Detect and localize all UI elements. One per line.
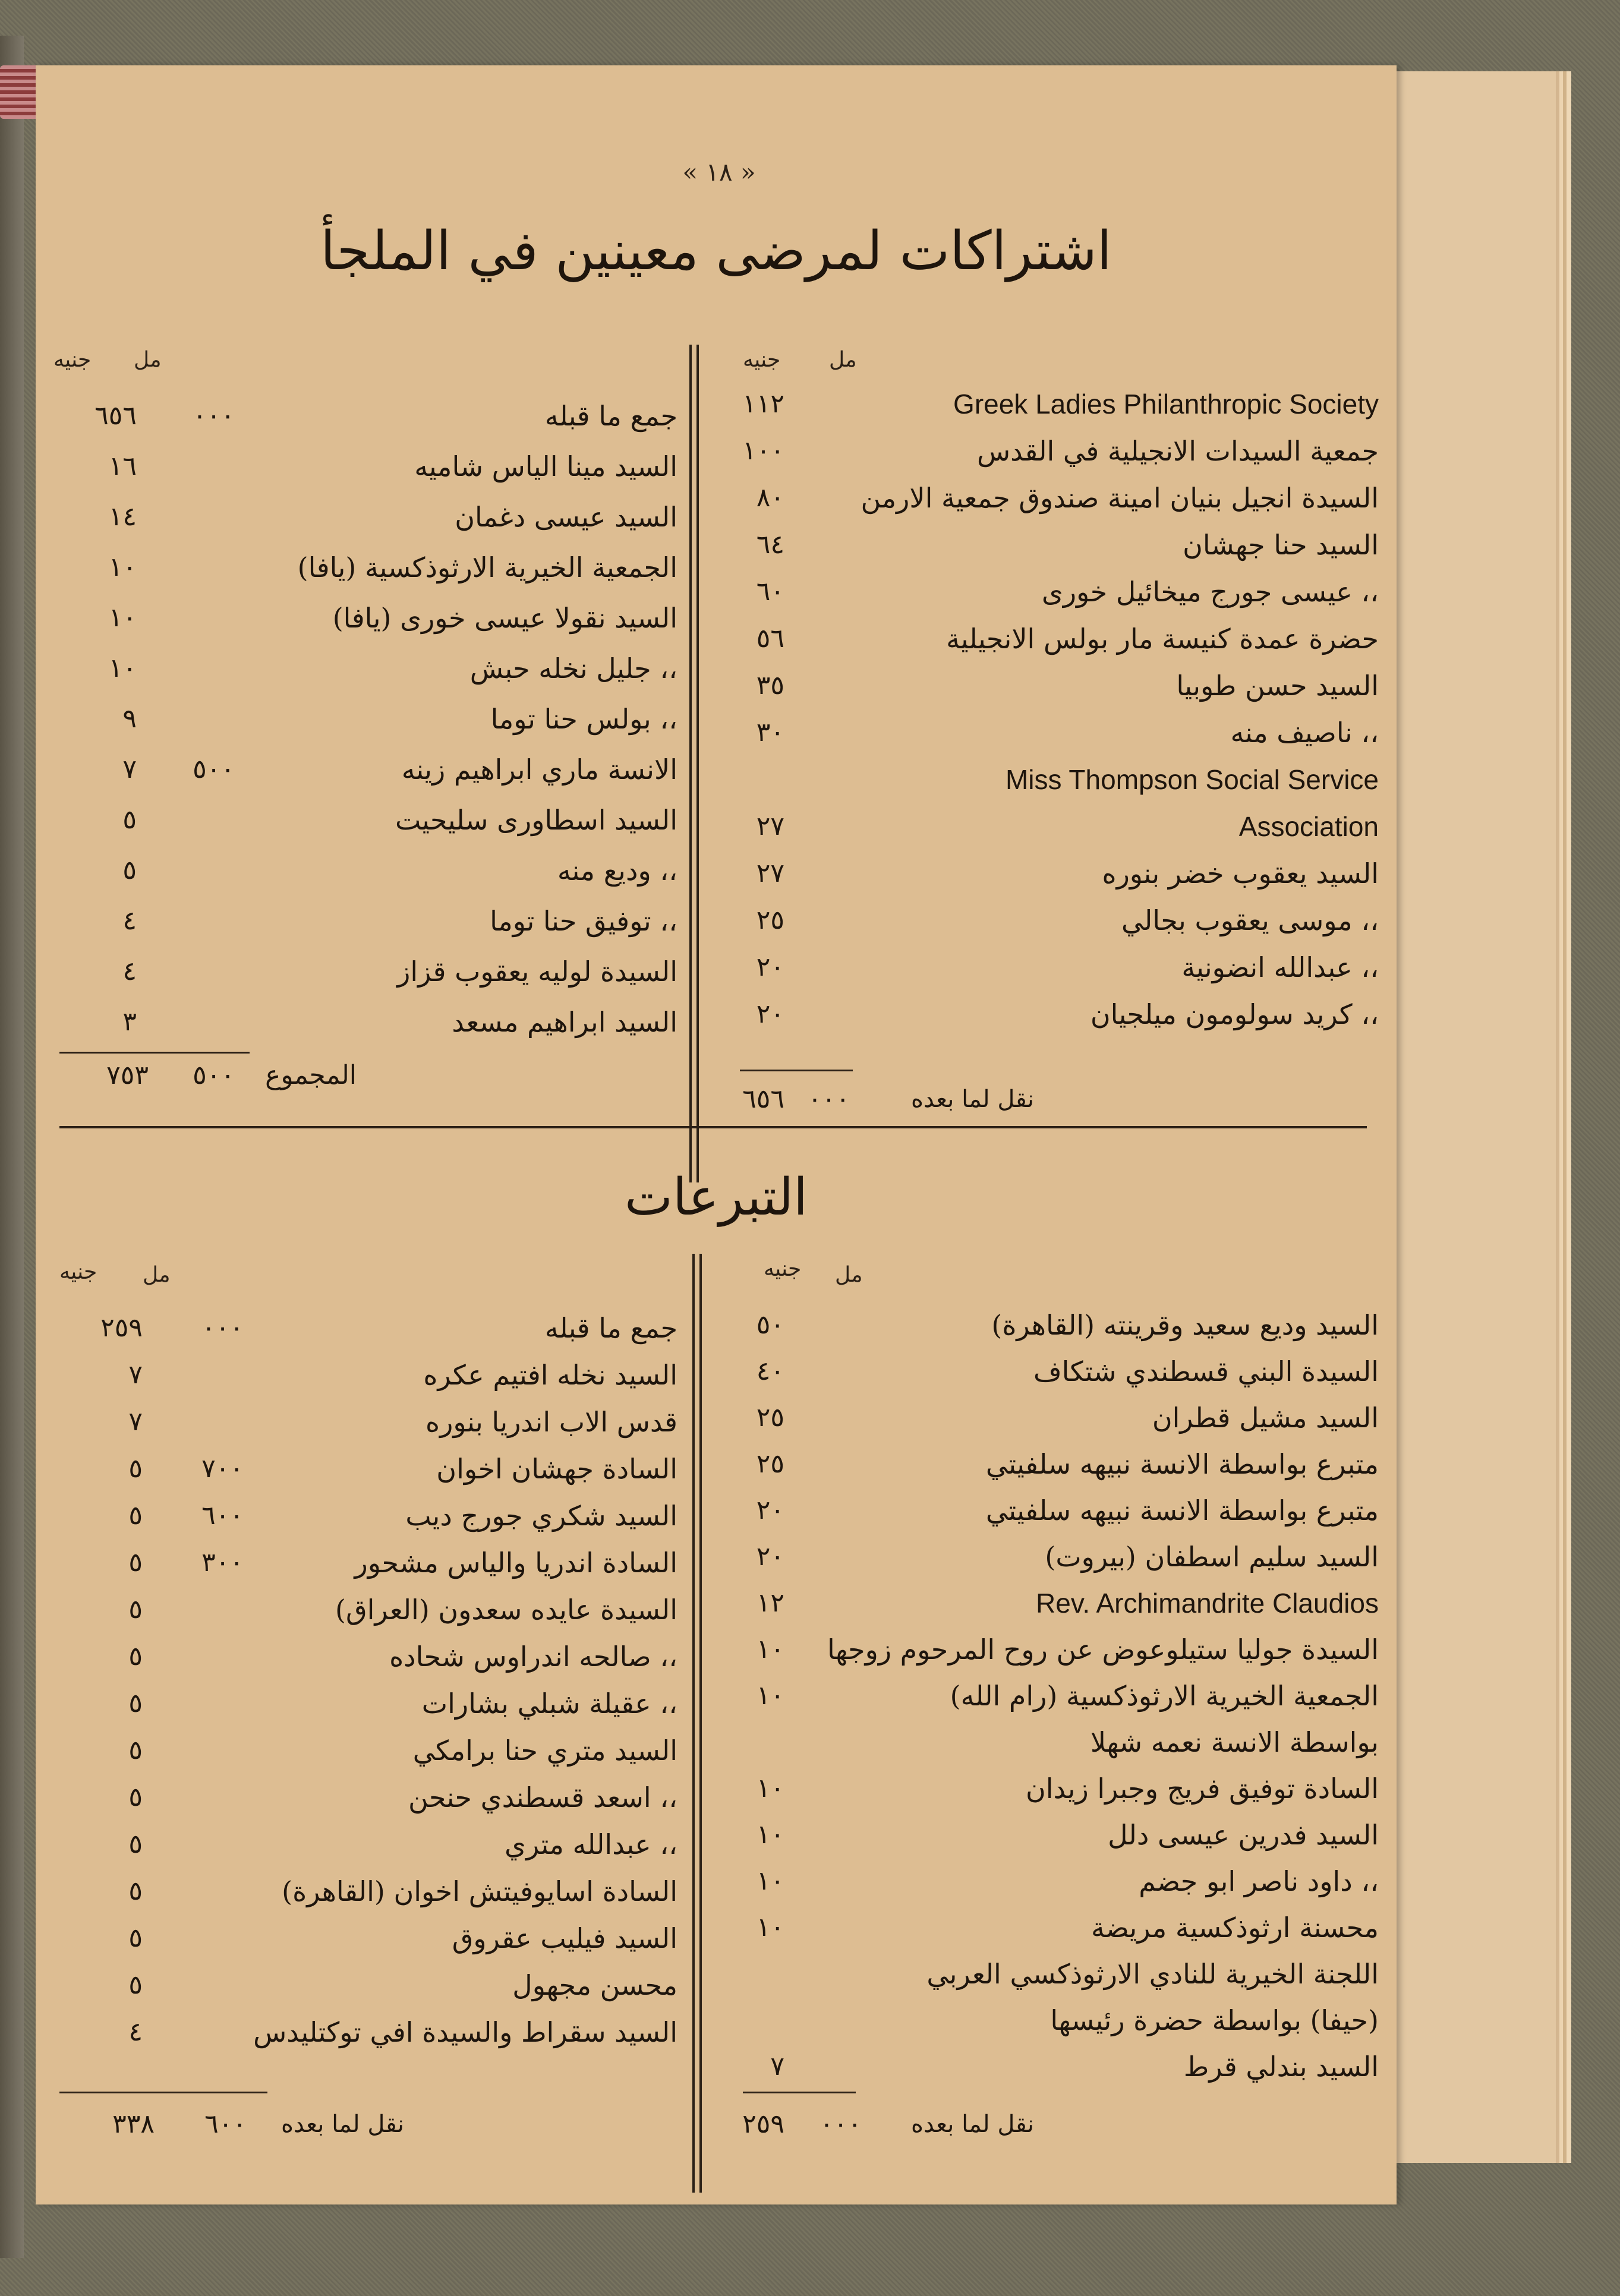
s1-left-head-pound: جنيه: [53, 348, 92, 372]
entry-pounds: ٢٧: [756, 858, 784, 888]
entry-name: متبرع بواسطة الانسة نبيهه سلفيتي: [985, 1494, 1379, 1527]
entry-pounds: ٧: [770, 2051, 784, 2081]
ledger-row: [53, 850, 677, 891]
entry-name: السيد يعقوب خضر بنوره: [1102, 857, 1379, 890]
entry-pounds: ١٠: [108, 603, 137, 633]
ledger-row: [719, 1953, 1379, 1995]
s1-left-head-mil: مل: [134, 348, 162, 372]
entry-pounds: ٢٥: [756, 1449, 784, 1479]
entry-name: ،، عبدالله متري: [504, 1828, 677, 1860]
ledger-row: [719, 712, 1379, 753]
entry-pounds: ٥: [128, 1688, 143, 1718]
ledger-row: [719, 1629, 1379, 1670]
entry-mils: ٧٠٠: [201, 1453, 244, 1484]
ledger-row: [53, 1001, 677, 1043]
ledger-row: [719, 430, 1379, 472]
ledger-row: [53, 799, 677, 841]
entry-name: السيدة جوليا ستيلوعوض عن روح المرحوم زوجها: [827, 1633, 1379, 1666]
entry-name: ،، وديع منه: [557, 854, 677, 887]
s1-column-divider: [689, 345, 692, 1182]
entry-name: السيد نخله افتيم عكره: [423, 1359, 677, 1391]
s1-column-divider-2: [696, 345, 699, 1182]
entry-pounds: ١١٢: [742, 389, 784, 419]
entry-pounds: ٣٠: [756, 717, 784, 748]
ledger-row: [719, 1860, 1379, 1902]
entry-name: السادة اسايوفيتش اخوان (القاهرة): [282, 1875, 677, 1907]
ledger-row: [719, 900, 1379, 941]
entry-pounds: ٥: [122, 805, 137, 835]
ledger-row: [719, 1814, 1379, 1856]
entry-mils: ٠٠٠: [201, 1313, 244, 1343]
s1-left-total-pounds: ٧٥٣: [106, 1060, 149, 1090]
ledger-row: [719, 759, 1379, 800]
s1-right-total-label: نقل لما بعده: [911, 1086, 1034, 1113]
entry-name: Rev. Archimandrite Claudios: [1036, 1588, 1379, 1619]
s2-left-total-pounds: ٣٣٨: [112, 2109, 155, 2139]
entry-name: الانسة ماري ابراهيم زينه: [401, 753, 677, 786]
entry-name: ،، عقيلة شبلي بشارات: [421, 1688, 677, 1720]
entry-mils: ٣٠٠: [201, 1547, 244, 1578]
s2-column-divider: [692, 1254, 695, 2193]
entry-pounds: ١٢: [756, 1588, 784, 1618]
s2-left-total-rule: [59, 2092, 267, 2093]
entry-name: السيد متري حنا برامكي: [412, 1734, 677, 1767]
ledger-row: [719, 2046, 1379, 2087]
entry-pounds: ٢٠: [756, 1495, 784, 1525]
entry-pounds: ٦٠: [756, 576, 784, 607]
entry-mils: ٦٠٠: [201, 1500, 244, 1531]
ledger-row: [719, 1490, 1379, 1531]
ledger-row: [719, 1351, 1379, 1392]
s1-left-total-rule: [59, 1052, 250, 1054]
entry-name: السيد اسطاورى سليحيت: [395, 804, 677, 836]
page-edges: [1367, 71, 1571, 2163]
entry-pounds: ٥: [122, 855, 137, 885]
entry-pounds: ٧: [122, 754, 137, 784]
ledger-row: [719, 1536, 1379, 1578]
entry-pounds: ٥: [128, 1641, 143, 1671]
ledger-row: [59, 1730, 677, 1771]
entry-pounds: ٤: [122, 956, 137, 986]
entry-name: Association: [1238, 811, 1379, 842]
ledger-row: [719, 477, 1379, 519]
ledger-row: [59, 1307, 677, 1349]
entry-name: Greek Ladies Philanthropic Society: [953, 389, 1379, 420]
s1-right-head-mil: مل: [829, 348, 857, 372]
entry-pounds: ٥: [128, 1829, 143, 1859]
s2-right-total-pounds: ٢٥٩: [742, 2109, 784, 2139]
entry-name: ،، جليل نخله حبش: [469, 652, 677, 685]
entry-name: السيدة عايده سعدون (العراق): [335, 1594, 677, 1626]
entry-name: السيد مينا الياس شاميه: [414, 450, 677, 482]
ledger-row: [719, 1721, 1379, 1763]
ledger-row: [53, 597, 677, 639]
entry-pounds: ٦٥٦: [94, 400, 137, 431]
ledger-row: [719, 1768, 1379, 1809]
entry-pounds: ٣: [122, 1007, 137, 1037]
entry-name: اللجنة الخيرية للنادي الارثوذكسي العربي: [926, 1958, 1379, 1990]
entry-pounds: ٤٠: [756, 1356, 784, 1386]
s2-right-head-pound: جنيه: [764, 1257, 802, 1281]
entry-pounds: ٥: [128, 1970, 143, 2000]
entry-pounds: ٢٥: [756, 1402, 784, 1433]
s2-left-head-mil: مل: [143, 1263, 171, 1287]
entry-pounds: ٥: [128, 1453, 143, 1484]
ledger-row: [59, 1401, 677, 1443]
entry-name: ،، موسى يعقوب بجالي: [1121, 904, 1379, 936]
ledger-row: [59, 1589, 677, 1630]
entry-name: ،، صالحه اندراوس شحاده: [389, 1641, 677, 1673]
entry-pounds: ٥٠: [756, 1310, 784, 1340]
ledger-row: [719, 1582, 1379, 1624]
entry-name: قدس الاب اندريا بنوره: [426, 1406, 677, 1438]
ledger-row: [59, 1636, 677, 1677]
entry-pounds: ١٠: [108, 552, 137, 582]
entry-pounds: ٩: [122, 704, 137, 734]
entry-pounds: ١٠: [756, 1819, 784, 1850]
entry-pounds: ٤: [122, 906, 137, 936]
ledger-row: [53, 749, 677, 790]
ledger-row: [719, 853, 1379, 894]
entry-name: الجمعية الخيرية الارثوذكسية (رام الله): [950, 1680, 1379, 1712]
ledger-row: [719, 571, 1379, 613]
ledger-row: [719, 618, 1379, 660]
s2-left-total-label: نقل لما بعده: [281, 2111, 404, 2138]
entry-pounds: ٢٠: [756, 952, 784, 982]
s1-right-head-pound: جنيه: [743, 348, 781, 372]
entry-pounds: ٥: [128, 1782, 143, 1812]
entry-pounds: ١٦: [108, 451, 137, 481]
entry-pounds: ٢٠: [756, 1541, 784, 1572]
entry-name: جمعية السيدات الانجيلية في القدس: [976, 435, 1379, 467]
entry-pounds: ٥: [128, 1500, 143, 1531]
entry-pounds: ٧: [128, 1360, 143, 1390]
entry-name: ،، توفيق حنا توما: [490, 905, 677, 937]
ledger-row: [53, 648, 677, 689]
section1-title: اشتراكات لمرضى معينين في الملجأ: [320, 220, 1112, 282]
entry-name: ،، داود ناصر ابو جضم: [1139, 1865, 1379, 1897]
entry-name: السيد عيسى دغمان: [455, 501, 677, 533]
s2-right-total-label: نقل لما بعده: [911, 2111, 1034, 2138]
entry-pounds: ٥: [128, 1876, 143, 1906]
ledger-row: [719, 1397, 1379, 1439]
entry-name: متبرع بواسطة الانسة نبيهه سلفيتي: [985, 1448, 1379, 1480]
book-spine: [0, 36, 24, 2258]
entry-pounds: ٥٦: [756, 623, 784, 654]
ledger-row: [719, 1999, 1379, 2041]
ledger-row: [59, 1777, 677, 1818]
entry-name: الجمعية الخيرية الارثوذكسية (يافا): [297, 551, 677, 584]
ledger-page: [36, 65, 1397, 2204]
ledger-row: [719, 806, 1379, 847]
ledger-row: [59, 1917, 677, 1959]
entry-name: السيد حسن طوبيا: [1176, 670, 1379, 702]
page-number: « ١٨ »: [682, 157, 756, 187]
entry-name: السيد سقراط والسيدة افي توكتليدس: [253, 2016, 677, 2048]
s1-left-total-label: المجموع: [265, 1060, 357, 1090]
entry-pounds: ٢٥٩: [100, 1313, 143, 1343]
ledger-row: [59, 1964, 677, 2006]
entry-name: السيد ابراهيم مسعد: [452, 1006, 677, 1038]
entry-name: السيد نقولا عيسى خورى (يافا): [332, 602, 677, 634]
ledger-row: [53, 951, 677, 992]
s2-column-divider-2: [699, 1254, 702, 2193]
entry-pounds: ٥: [128, 1547, 143, 1578]
entry-pounds: ٣٥: [756, 670, 784, 701]
entry-name: السيد سليم اسطفان (بيروت): [1045, 1541, 1379, 1573]
entry-pounds: ١٠: [756, 1912, 784, 1942]
s2-left-total-mils: ٦٠٠: [204, 2109, 247, 2139]
entry-pounds: ٢٥: [756, 905, 784, 935]
ledger-row: [53, 395, 677, 437]
ledger-row: [53, 547, 677, 588]
ledger-row: [719, 1675, 1379, 1717]
entry-name: السادة اندريا والياس مشحور: [354, 1547, 677, 1579]
entry-name: السيد بندلي قرط: [1183, 2051, 1379, 2083]
entry-pounds: ١٠: [756, 1773, 784, 1803]
entry-pounds: ٤: [128, 2017, 143, 2047]
entry-pounds: ٥: [128, 1735, 143, 1765]
entry-pounds: ١٠: [108, 653, 137, 683]
entry-name: جمع ما قبله: [544, 400, 677, 432]
entry-name: ،، ناصيف منه: [1230, 717, 1379, 749]
entry-name: السيد وديع سعيد وقرينته (القاهرة): [991, 1309, 1379, 1341]
s1-left-total-mils: ٥٠٠: [193, 1060, 235, 1090]
entry-name: السيد فدرين عيسى دلل: [1108, 1819, 1379, 1851]
entry-name: محسنة ارثوذكسية مريضة: [1090, 1912, 1379, 1944]
ledger-row: [719, 665, 1379, 707]
entry-name: السيد فيليب عقروق: [452, 1922, 677, 1954]
section-separator: [59, 1126, 1367, 1128]
ledger-row: [719, 1443, 1379, 1485]
ledger-row: [59, 1495, 677, 1537]
ledger-row: [59, 2011, 677, 2053]
ledger-row: [53, 446, 677, 487]
entry-name: ،، بولس حنا توما: [490, 703, 677, 735]
entry-pounds: ٨٠: [756, 482, 784, 513]
s2-right-total-rule: [743, 2092, 856, 2093]
entry-name: السيدة البني قسطندي شتكاف: [1033, 1355, 1379, 1387]
entry-name: السيدة انجيل بنيان امينة صندوق جمعية الارمن: [861, 482, 1379, 514]
ledger-row: [719, 947, 1379, 988]
entry-name: السيد حنا جهشان: [1183, 529, 1379, 561]
ledger-row: [59, 1683, 677, 1724]
entry-name: حضرة عمدة كنيسة مار بولس الانجيلية: [946, 623, 1379, 655]
ledger-row: [719, 1304, 1379, 1346]
entry-name: جمع ما قبله: [544, 1312, 677, 1344]
s1-right-total-pounds: ٦٥٦: [742, 1084, 784, 1114]
entry-mils: ٠٠٠: [193, 400, 235, 431]
ledger-row: [59, 1542, 677, 1584]
ledger-row: [719, 524, 1379, 566]
entry-pounds: ٢٠: [756, 999, 784, 1029]
entry-mils: ٥٠٠: [193, 754, 235, 784]
s2-right-head-mil: مل: [835, 1263, 863, 1287]
ledger-row: [59, 1448, 677, 1490]
ledger-row: [719, 383, 1379, 425]
entry-pounds: ٧: [128, 1406, 143, 1437]
entry-name: (حيفا) بواسطة حضرة رئيسها: [1050, 2004, 1379, 2036]
ledger-row: [53, 900, 677, 942]
entry-name: ،، عيسى جورج ميخائيل خورى: [1041, 576, 1379, 608]
entry-name: ،، عبدالله انضونية: [1181, 951, 1379, 983]
entry-pounds: ١٠: [756, 1680, 784, 1711]
entry-name: بواسطة الانسة نعمه شهلا: [1090, 1726, 1379, 1758]
entry-pounds: ٥: [128, 1594, 143, 1625]
entry-name: السيد شكري جورج ديب: [405, 1500, 677, 1532]
s1-right-total-mils: ٠٠٠: [808, 1084, 850, 1114]
ledger-row: [59, 1354, 677, 1396]
entry-name: السادة توفيق فريج وجبرا زيدان: [1025, 1773, 1379, 1805]
entry-name: Miss Thompson Social Service: [1005, 764, 1379, 795]
ledger-row: [53, 698, 677, 740]
entry-name: السادة جهشان اخوان: [436, 1453, 677, 1485]
ledger-row: [59, 1824, 677, 1865]
s2-left-head-pound: جنيه: [59, 1260, 97, 1284]
entry-pounds: ٢٧: [756, 811, 784, 841]
ledger-row: [719, 1907, 1379, 1948]
section2-title: التبرعات: [625, 1168, 808, 1227]
ledger-row: [59, 1871, 677, 1912]
entry-pounds: ٦٤: [756, 529, 784, 560]
entry-pounds: ٥: [128, 1923, 143, 1953]
ledger-row: [53, 496, 677, 538]
entry-name: محسن مجهول: [512, 1969, 677, 2001]
entry-name: ،، اسعد قسطندي حنحن: [408, 1781, 677, 1814]
entry-pounds: ١٠٠: [742, 436, 784, 466]
entry-name: السيدة لوليه يعقوب قزاز: [397, 955, 677, 988]
entry-pounds: ١٠: [756, 1634, 784, 1664]
entry-pounds: ١٤: [108, 502, 137, 532]
s2-right-total-mils: ٠٠٠: [820, 2109, 862, 2139]
entry-name: ،، كريد سولومون ميلجيان: [1090, 998, 1379, 1030]
ledger-row: [719, 994, 1379, 1035]
entry-name: السيد مشيل قطران: [1152, 1402, 1379, 1434]
s1-right-total-rule: [740, 1070, 853, 1071]
entry-pounds: ١٠: [756, 1866, 784, 1896]
